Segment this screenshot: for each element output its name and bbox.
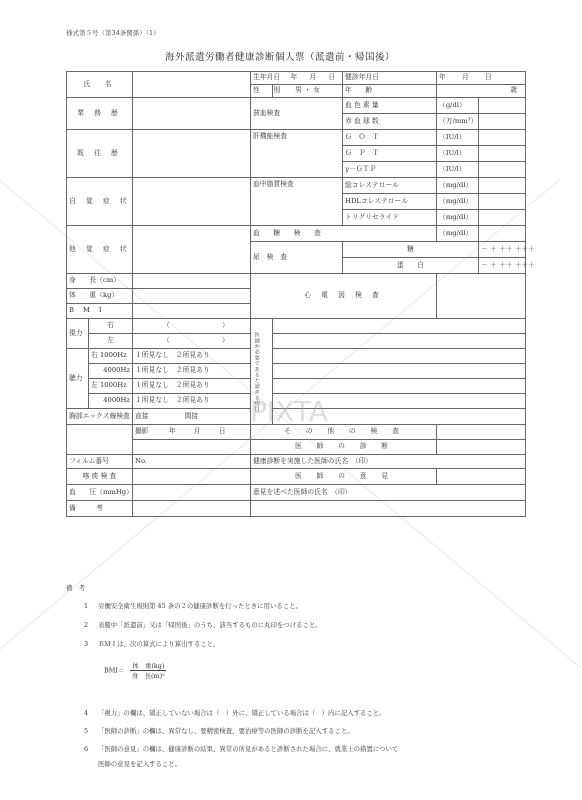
- doctor-item-row-2[interactable]: [273, 334, 526, 349]
- tc-label: 総コレステロール: [343, 178, 437, 194]
- subjective-label: 自 覚 症 状: [67, 178, 133, 226]
- doctor-item-row-1[interactable]: [273, 319, 526, 334]
- remarks-field[interactable]: [133, 501, 251, 517]
- hb-unit: （g/dl）: [437, 98, 479, 114]
- xray-blank: [67, 425, 133, 455]
- note-4: 4 「視力」の欄は、矯正していない場合は（ ）外に、矯正している場合は（ ）内に記入すること。: [84, 709, 386, 717]
- hdl-field[interactable]: [479, 194, 526, 210]
- ggtp-unit: （IU/l）: [437, 162, 479, 178]
- vision-right-label: 右: [89, 319, 133, 334]
- exam-date-label: 健診年月日: [343, 72, 437, 85]
- hearing-r4000-options[interactable]: １所見なし ２所見あり: [133, 364, 251, 379]
- film-number-field[interactable]: No.: [133, 455, 251, 469]
- sex-field[interactable]: 男 ・ 女: [273, 85, 343, 98]
- sputum-field[interactable]: [133, 469, 251, 485]
- got-field[interactable]: [479, 130, 526, 146]
- hearing-r4000-label: 4000Hz: [89, 364, 133, 379]
- birth-label: 生年月日: [253, 73, 281, 82]
- note-5: 5 「医師の診断」の欄は、異常なし、要精密検査、要治療等の医師の診断を記入すること。: [84, 727, 354, 735]
- hearing-r1000-label: 右 1000Hz: [89, 349, 133, 364]
- age-field[interactable]: 歳: [437, 85, 526, 98]
- job-history-field[interactable]: [133, 98, 251, 130]
- name-label: 氏 名: [67, 72, 133, 98]
- doctor-item-row-4[interactable]: [273, 364, 526, 379]
- xray-label: 胸部エックス線検査: [67, 409, 133, 425]
- bp-label: 血 圧（mmHg）: [67, 485, 133, 501]
- note-2: 2 表題中「派遣前」又は「帰国後」のうち、該当するものに丸印をつけること。: [84, 621, 322, 629]
- hdl-unit: （mg/dl）: [437, 194, 479, 210]
- note-3: 3 ＢＭＩは、次の算式により算出すること。: [84, 640, 220, 648]
- vision-right-field[interactable]: （ ）: [133, 319, 251, 334]
- lipid-label: 血中脂質検査: [251, 178, 343, 226]
- vision-left-label: 左: [89, 334, 133, 349]
- film-number-label: フィルム番号: [67, 455, 133, 469]
- exam-date-field[interactable]: 年 月 日: [437, 72, 526, 85]
- liver-label: 肝機能検査: [251, 130, 343, 178]
- hb-field[interactable]: [479, 98, 526, 114]
- objective-label: 他 覚 症 状: [67, 226, 133, 274]
- ecg-label: 心 電 図 検 査: [251, 274, 437, 319]
- urine-sugar-label: 糖: [343, 242, 479, 258]
- opinion-doctor[interactable]: 意見を述べた医師の氏名 （印）: [251, 485, 526, 501]
- hearing-l1000-options[interactable]: １所見なし ２所見あり: [133, 379, 251, 394]
- rbc-unit: （万/mm³）: [437, 114, 479, 130]
- hearing-label: 聴力: [67, 349, 89, 409]
- got-label: Ｇ Ｏ Ｔ: [343, 130, 437, 146]
- urine-protein-label: 蛋 白: [343, 258, 479, 274]
- height-field[interactable]: [133, 274, 251, 289]
- hb-label: 血 色 素 量: [343, 98, 437, 114]
- past-history-field[interactable]: [133, 130, 251, 178]
- doctor-items-vertical: 医師が必要であると認める項目: [251, 319, 273, 425]
- hearing-r1000-options[interactable]: １所見なし ２所見あり: [133, 349, 251, 364]
- vision-label: 視力: [67, 319, 89, 349]
- bmi-formula: BMI＝ $\frac{\text{体 重(kg)}}{\text{身 長(m)²}}$: [104, 662, 165, 680]
- glucose-label: 血 糖 検 査: [251, 226, 437, 242]
- doctor-item-row-3[interactable]: [273, 349, 526, 364]
- diagnosis-label: 医 師 の 診 断: [251, 440, 437, 455]
- rbc-field[interactable]: [479, 114, 526, 130]
- tg-label: トリグリセライド: [343, 210, 437, 226]
- doctor-item-row-7[interactable]: [273, 409, 526, 425]
- opinion-label: 医 師 の 意 見: [251, 469, 437, 485]
- tc-field[interactable]: [479, 178, 526, 194]
- age-label: 年 齢: [343, 85, 437, 98]
- name-field[interactable]: [133, 72, 251, 98]
- subjective-field[interactable]: [133, 178, 251, 226]
- doctor-item-row-6[interactable]: [273, 394, 526, 409]
- rbc-label: 赤 血 球 数: [343, 114, 437, 130]
- weight-label: 体 重（kg）: [67, 289, 133, 304]
- ecg-field[interactable]: [437, 274, 526, 319]
- tg-unit: （mg/dl）: [437, 210, 479, 226]
- ggtp-label: γ－ＧＴＰ: [343, 162, 437, 178]
- bmi-label: B M I: [67, 304, 133, 319]
- watermark-logo: PIXTA: [250, 395, 328, 428]
- urine-label: 尿 検 査: [251, 242, 343, 274]
- vision-left-field[interactable]: （ ）: [133, 334, 251, 349]
- remarks-right-field[interactable]: [251, 501, 526, 517]
- birth-cell[interactable]: 生年月日 年 月 日: [251, 72, 343, 85]
- past-history-label: 既 往 歴: [67, 130, 133, 178]
- xray-method[interactable]: 直接 間接: [133, 409, 251, 425]
- hdl-label: HDLコレステロール: [343, 194, 437, 210]
- form-number: 様式第５号（第34条関係）（1）: [66, 29, 160, 37]
- form-title: 海外派遣労働者健康診断個人票（派遣前・帰国後）: [164, 52, 395, 63]
- ggtp-field[interactable]: [479, 162, 526, 178]
- examining-doctor[interactable]: 健康診断を実施した医師の氏名 （印）: [251, 455, 526, 469]
- opinion-field[interactable]: [437, 469, 526, 485]
- urine-sugar-scale[interactable]: － ＋ ＋＋ ＋＋＋: [479, 242, 526, 258]
- note-6: 6 「医師の意見」の欄は、健康診断の結果、異常の所見があると診断された場合に、就業上の措置について 医師の意見を記入すること。: [84, 745, 399, 768]
- remarks-label: 備 考: [67, 501, 133, 517]
- gpt-label: Ｇ Ｐ Ｔ: [343, 146, 437, 162]
- hearing-l4000-label: 4000Hz: [89, 394, 133, 409]
- sputum-label: 喀 痰 検 査: [67, 469, 133, 485]
- gpt-unit: （IU/l）: [437, 146, 479, 162]
- notes-section: [66, 583, 526, 768]
- gpt-field[interactable]: [479, 146, 526, 162]
- sex-label: 性 別: [251, 85, 273, 98]
- anemia-label: 貧血検査: [251, 98, 343, 130]
- job-history-label: 業 務 歴: [67, 98, 133, 130]
- hearing-l1000-label: 左 1000Hz: [89, 379, 133, 394]
- glucose-unit: （mg/dl）: [437, 226, 479, 242]
- note-1: 1 労働安全衛生規則第 45 条の２の健康診断を行ったときに用いること。: [84, 602, 302, 610]
- hearing-l4000-options[interactable]: １所見なし ２所見あり: [133, 394, 251, 409]
- xray-date[interactable]: 撮影 年 月 日: [133, 425, 251, 440]
- other-tests-field[interactable]: [437, 425, 526, 440]
- notes-heading: 備 考: [66, 584, 86, 592]
- other-tests-label: そ の 他 の 検 査: [251, 425, 437, 440]
- objective-field[interactable]: [133, 226, 251, 274]
- got-unit: （IU/l）: [437, 130, 479, 146]
- diagnosis-field[interactable]: [437, 440, 526, 455]
- height-label: 身 長（cm）: [67, 274, 133, 289]
- doctor-item-row-5[interactable]: [273, 379, 526, 394]
- urine-protein-scale[interactable]: － ＋ ＋＋ ＋＋＋: [479, 258, 526, 274]
- weight-field[interactable]: [133, 289, 251, 304]
- tc-unit: （mg/dl）: [437, 178, 479, 194]
